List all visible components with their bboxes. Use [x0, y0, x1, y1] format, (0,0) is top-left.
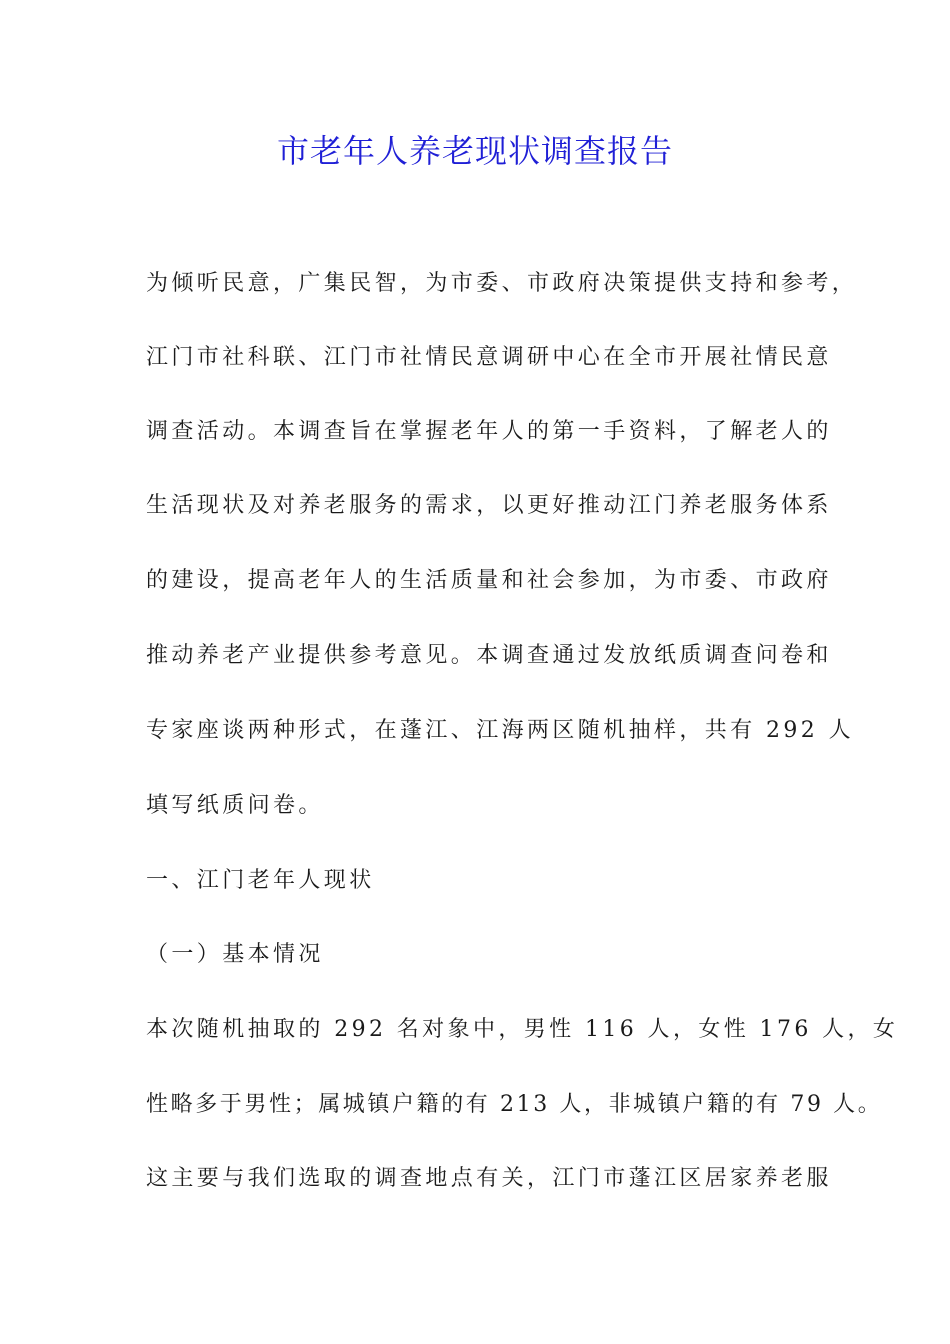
paragraph-line: 调查活动。本调查旨在掌握老年人的第一手资料，了解老人的: [146, 419, 832, 444]
document-title: 市老年人养老现状调查报告: [276, 132, 673, 170]
paragraph-line: 这主要与我们选取的调查地点有关，江门市蓬江区居家养老服: [146, 1166, 832, 1191]
paragraph-line: 的建设，提高老年人的生活质量和社会参加，为市委、市政府: [146, 568, 832, 593]
paragraph-line: 生活现状及对养老服务的需求，以更好推动江门养老服务体系: [146, 493, 832, 518]
subsection-heading: （一）基本情况: [146, 942, 324, 967]
paragraph-line: 江门市社科联、江门市社情民意调研中心在全市开展社情民意: [146, 345, 832, 370]
paragraph-line: 本次随机抽取的 292 名对象中，男性 116 人，女性 176 人，女: [146, 1017, 899, 1042]
paragraph-line: 性略多于男性；属城镇户籍的有 213 人，非城镇户籍的有 79 人。: [146, 1092, 883, 1117]
paragraph-line: 专家座谈两种形式，在蓬江、江海两区随机抽样，共有 292 人: [146, 718, 854, 743]
section-heading: 一、江门老年人现状: [146, 868, 375, 893]
paragraph-line: 填写纸质问卷。: [146, 793, 324, 818]
paragraph-line: 推动养老产业提供参考意见。本调查通过发放纸质调查问卷和: [146, 643, 832, 668]
paragraph-line: 为倾听民意，广集民智，为市委、市政府决策提供支持和参考，: [146, 271, 858, 296]
